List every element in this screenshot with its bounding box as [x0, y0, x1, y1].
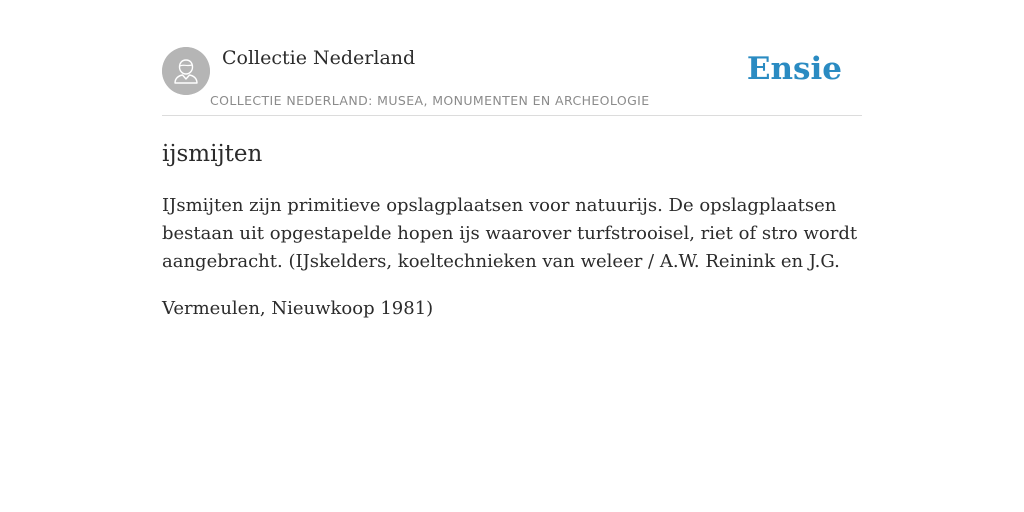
author-name[interactable]: Collectie Nederland [222, 47, 416, 69]
page-container [162, 0, 862, 512]
author-avatar[interactable] [162, 47, 210, 95]
article-header [162, 0, 862, 116]
ensie-logo[interactable]: Ensie [746, 51, 842, 87]
article-paragraph: Vermeulen, Nieuwkoop 1981) [162, 298, 434, 319]
source-label[interactable]: COLLECTIE NEDERLAND: MUSEA, MONUMENTEN EN ARCHEOLOGIE [210, 93, 650, 108]
article-title: ijsmijten [162, 141, 263, 167]
user-icon [162, 47, 210, 95]
article-paragraph: IJsmijten zijn primitieve opslagplaatsen voor natuurijs. De opslagplaatsen bestaan uit opgestapelde hopen ijs waarover turfstrooisel, riet of stro wordt aangebracht. (IJskelders, koeltechnieken van weleer / A.W. Reinink en J.G. [162, 195, 858, 272]
article-body [162, 192, 862, 342]
